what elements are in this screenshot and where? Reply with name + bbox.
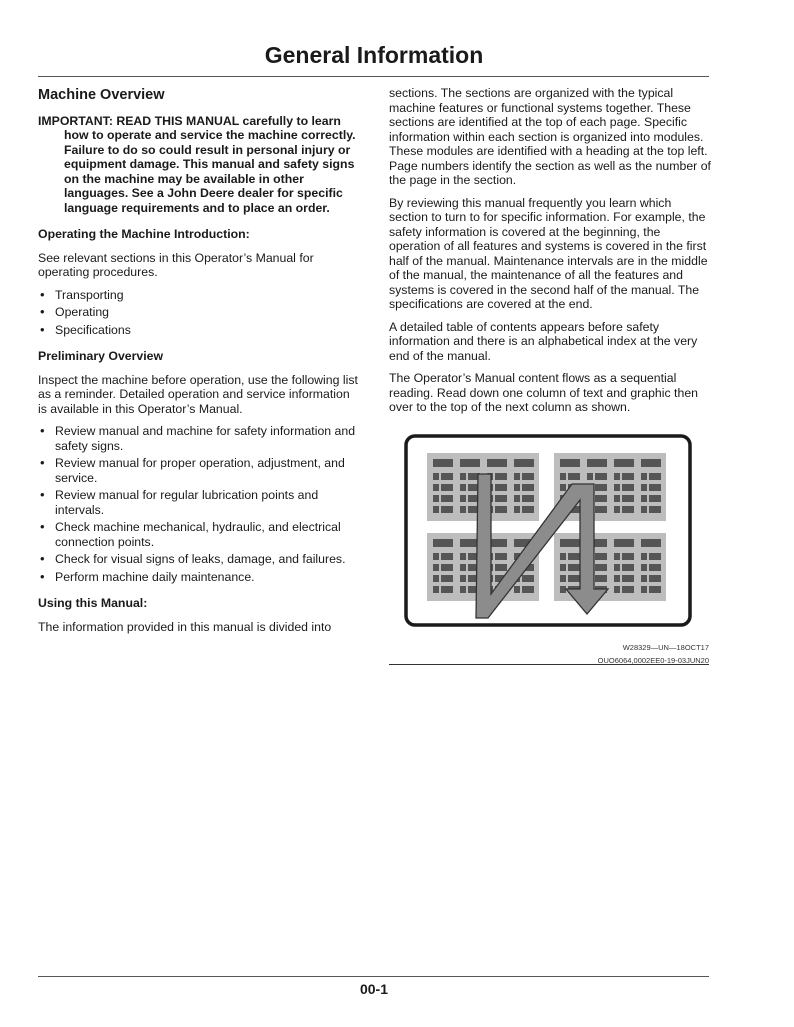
text-cell bbox=[568, 553, 580, 560]
text-cell bbox=[595, 575, 607, 582]
list-item: • Review manual and machine for safety information and safety signs. bbox=[38, 424, 360, 453]
text-cell bbox=[522, 575, 534, 582]
page-title: General Information bbox=[264, 42, 484, 68]
text-cell bbox=[649, 506, 661, 513]
text-cell bbox=[433, 564, 439, 571]
heading-cell bbox=[514, 459, 534, 467]
text-cell bbox=[622, 506, 634, 513]
heading-cell bbox=[614, 539, 634, 547]
text-cell bbox=[568, 564, 580, 571]
text-cell bbox=[622, 564, 634, 571]
list-item: • Review manual for regular lubrication points and intervals. bbox=[38, 488, 360, 517]
text-cell bbox=[495, 484, 507, 491]
text-cell bbox=[641, 564, 647, 571]
text-cell bbox=[460, 473, 466, 480]
text-cell bbox=[560, 575, 566, 582]
text-cell bbox=[649, 484, 661, 491]
operating-heading: Operating the Machine Introduction: bbox=[38, 227, 250, 241]
text-cell bbox=[595, 564, 607, 571]
heading-cell bbox=[433, 459, 453, 467]
text-cell bbox=[649, 553, 661, 560]
operating-list bbox=[38, 288, 360, 338]
operating-text: See relevant sections in this Operator’s Manual for operating procedures. bbox=[38, 250, 314, 279]
figure-caption: W28329—UN—18OCT17 bbox=[622, 643, 709, 652]
text-cell bbox=[522, 586, 534, 593]
text-cell bbox=[522, 506, 534, 513]
heading-cell bbox=[560, 459, 580, 467]
text-cell bbox=[614, 473, 620, 480]
text-cell bbox=[495, 495, 507, 502]
list-item: • Transporting bbox=[38, 288, 360, 303]
text-cell bbox=[460, 495, 466, 502]
figure-divider bbox=[389, 664, 709, 665]
text-cell bbox=[568, 473, 580, 480]
text-cell bbox=[649, 473, 661, 480]
text-cell bbox=[514, 506, 520, 513]
reviewing-paragraph: By reviewing this manual frequently you learn which section to turn to for specific information. For example, the safety information is covered at the beginning, the operation of all features and systems is covered in the first half of the manual. Maintenance intervals are in the middle of the manual, the maintenance of all the features and systems is covered in the second half of the manual. The specifications are covered at the end. bbox=[389, 195, 708, 311]
text-cell bbox=[495, 506, 507, 513]
text-cell bbox=[441, 484, 453, 491]
text-cell bbox=[514, 473, 520, 480]
text-cell bbox=[560, 564, 566, 571]
text-cell bbox=[622, 553, 634, 560]
list-item: • Operating bbox=[38, 305, 360, 320]
text-cell bbox=[441, 495, 453, 502]
text-cell bbox=[522, 484, 534, 491]
header-divider bbox=[38, 76, 709, 77]
important-notice: IMPORTANT: READ THIS MANUAL carefully to learn how to operate and service the machine correctly. Failure to do so could result in personal injury or equipment damage. This manual and safety signs on the machine may be available in other languages. See a John Deere dealer for specific language requirements and to place an order. bbox=[38, 113, 356, 215]
text-cell bbox=[614, 484, 620, 491]
text-cell bbox=[622, 473, 634, 480]
text-cell bbox=[641, 575, 647, 582]
text-cell bbox=[641, 473, 647, 480]
text-cell bbox=[560, 484, 566, 491]
text-cell bbox=[433, 586, 439, 593]
heading-cell bbox=[560, 539, 580, 547]
text-cell bbox=[595, 553, 607, 560]
list-item: • Check for visual signs of leaks, damage, and failures. bbox=[38, 552, 360, 567]
reading-flow-paragraph: The Operator’s Manual content flows as a sequential reading. Read down one column of text and graphic then over to the top of the next column as shown. bbox=[389, 371, 698, 414]
list-item: • Review manual for proper operation, adjustment, and service. bbox=[38, 456, 360, 485]
text-cell bbox=[460, 506, 466, 513]
text-cell bbox=[441, 553, 453, 560]
text-cell bbox=[641, 586, 647, 593]
text-cell bbox=[441, 575, 453, 582]
list-item: • Perform machine daily maintenance. bbox=[38, 570, 360, 585]
footer-divider bbox=[38, 976, 709, 977]
text-cell bbox=[614, 506, 620, 513]
text-cell bbox=[622, 586, 634, 593]
text-cell bbox=[595, 473, 607, 480]
using-text-continued: sections. The sections are organized with the typical machine features or functional systems together. These sections are identified at the top of each page. Specific information within each section is organized into modules. These modules are identified with a heading at the top left. Page numbers identify the section as well as the number of the page in the section. bbox=[389, 86, 711, 187]
text-cell bbox=[622, 575, 634, 582]
text-cell bbox=[460, 553, 466, 560]
text-cell bbox=[460, 586, 466, 593]
text-cell bbox=[514, 586, 520, 593]
preliminary-text: Inspect the machine before operation, use the following list as a reminder. Detailed operation and service information is available in this Operator’s Manual. bbox=[38, 372, 358, 416]
text-cell bbox=[649, 564, 661, 571]
reading-flow-illustration bbox=[404, 434, 692, 627]
text-cell bbox=[649, 575, 661, 582]
heading-cell bbox=[460, 459, 480, 467]
text-cell bbox=[495, 564, 507, 571]
section-title: Machine Overview bbox=[38, 87, 165, 103]
text-cell bbox=[522, 473, 534, 480]
text-cell bbox=[460, 564, 466, 571]
text-cell bbox=[433, 473, 439, 480]
text-cell bbox=[522, 495, 534, 502]
text-cell bbox=[649, 586, 661, 593]
figure-reference: OUO6064,0002EE0-19-03JUN20 bbox=[597, 656, 709, 665]
text-cell bbox=[433, 506, 439, 513]
text-cell bbox=[560, 553, 566, 560]
text-cell bbox=[622, 484, 634, 491]
text-cell bbox=[568, 575, 580, 582]
text-cell bbox=[614, 586, 620, 593]
text-cell bbox=[641, 553, 647, 560]
preliminary-heading: Preliminary Overview bbox=[38, 349, 164, 363]
text-cell bbox=[641, 506, 647, 513]
text-cell bbox=[495, 553, 507, 560]
text-cell bbox=[614, 495, 620, 502]
text-cell bbox=[441, 564, 453, 571]
using-text-start: The information provided in this manual is divided into bbox=[38, 619, 332, 634]
text-cell bbox=[595, 506, 607, 513]
text-cell bbox=[441, 586, 453, 593]
text-cell bbox=[560, 586, 566, 593]
text-cell bbox=[641, 484, 647, 491]
text-cell bbox=[441, 506, 453, 513]
using-heading: Using this Manual: bbox=[38, 596, 148, 610]
heading-cell bbox=[433, 539, 453, 547]
text-cell bbox=[614, 553, 620, 560]
text-cell bbox=[595, 495, 607, 502]
heading-cell bbox=[641, 539, 661, 547]
text-cell bbox=[433, 484, 439, 491]
heading-cell bbox=[587, 459, 607, 467]
text-cell bbox=[641, 495, 647, 502]
contents-paragraph: A detailed table of contents appears before safety information and there is an alphabetical index at the very end of the manual. bbox=[389, 319, 698, 363]
text-cell bbox=[433, 575, 439, 582]
text-cell bbox=[622, 495, 634, 502]
page-number: 00-1 bbox=[359, 981, 389, 997]
list-item: • Check machine mechanical, hydraulic, and electrical connection points. bbox=[38, 520, 360, 549]
heading-cell bbox=[614, 459, 634, 467]
preliminary-list bbox=[38, 424, 360, 584]
text-cell bbox=[441, 473, 453, 480]
heading-cell bbox=[487, 459, 507, 467]
heading-cell bbox=[641, 459, 661, 467]
left-column bbox=[38, 86, 360, 642]
text-cell bbox=[595, 484, 607, 491]
right-column bbox=[389, 86, 711, 423]
text-cell bbox=[460, 575, 466, 582]
text-cell bbox=[433, 495, 439, 502]
text-cell bbox=[514, 484, 520, 491]
text-cell bbox=[460, 484, 466, 491]
text-cell bbox=[614, 564, 620, 571]
list-item: • Specifications bbox=[38, 323, 360, 338]
text-cell bbox=[514, 495, 520, 502]
text-cell bbox=[495, 473, 507, 480]
text-cell bbox=[614, 575, 620, 582]
text-cell bbox=[587, 473, 593, 480]
text-cell bbox=[433, 553, 439, 560]
text-cell bbox=[560, 473, 566, 480]
text-cell bbox=[649, 495, 661, 502]
